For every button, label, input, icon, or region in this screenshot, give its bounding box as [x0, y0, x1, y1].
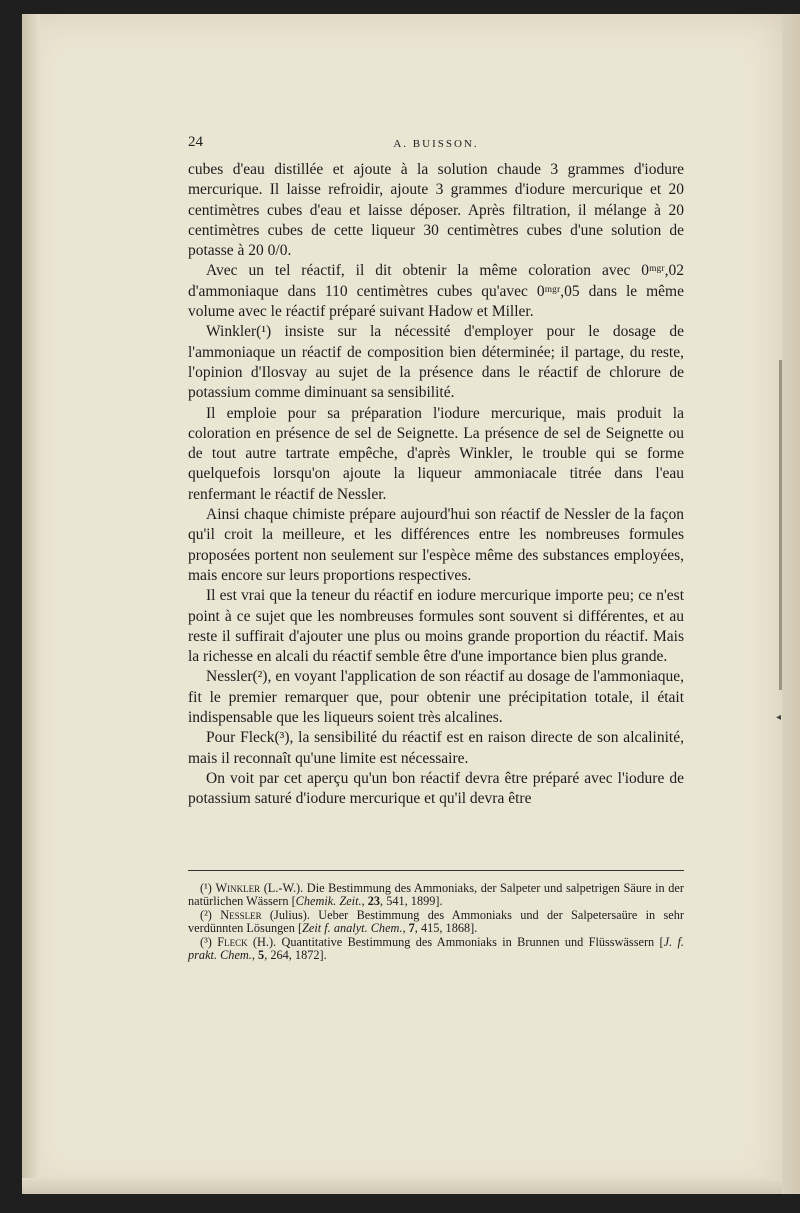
footnote-journal: Zeit f. analyt. Chem. [302, 921, 403, 936]
footnote-text: (L.-W.). Die Bestimmung des Ammoniaks, der Salpeter und salpetrigen Säure in der natürlichen Wässern [ [188, 881, 684, 909]
margin-mark [779, 360, 782, 690]
footnote [188, 882, 684, 909]
footnote-rule [188, 870, 684, 871]
page-number: 24 [188, 134, 203, 150]
paragraph: Ainsi chaque chimiste prépare aujourd'hui son réactif de Nessler de la façon qu'il croit la meilleure, et les différences entre les nombreuses formules proposées portent non seulement sur l'espèce même des substances employées, mais encore sur leurs proportions respectives. [188, 506, 684, 584]
footnote-volume: 5 [258, 948, 265, 963]
paragraph: Pour Fleck(³), la sensibilité du réactif est en raison directe de son alcalinité, mais il reconnaît qu'une limite est nécessaire. [188, 729, 684, 767]
page-gutter [22, 14, 40, 1194]
footnote-text: (H.). Quantitative Bestimmung des Ammoniaks in Brunnen und Flüsswässern [ [247, 934, 664, 949]
footnote-volume: 7 [408, 921, 415, 936]
footnote-mark: (²) [200, 907, 212, 922]
footnote [188, 936, 684, 963]
footnote-mark: (³) [200, 934, 212, 949]
paragraph: Winkler(¹) insiste sur la nécessité d'employer pour le dosage de l'ammoniaque un réactif de composition bien déterminée; il partage, du reste, l'opinion d'Ilosvay au sujet de la présence dans le réactif de chlorure de potassium comme diminuant sa sensibilité. [188, 323, 684, 402]
paragraph: Avec un tel réactif, il dit obtenir la même coloration avec 0ᵐᵍʳ,02 d'ammoniaque dans 110 centimètres cubes qu'avec 0ᵐᵍʳ,05 dans le même volume avec le réactif préparé suivant Hadow et Miller. [188, 262, 684, 321]
footnote-author: Nessler [220, 907, 262, 922]
footnote-tail: , 541, 1899]. [380, 894, 443, 909]
paragraph: Il est vrai que la teneur du réactif en iodure mercurique importe peu; ce n'est point à ce sujet que les nombreuses formules sont souvent si différentes, et au reste il suffirait d'ajouter une plus ou moins grande proportion du réactif. Mais la richesse en alcali du réactif semble être d'une importance bien plus grande. [188, 587, 684, 666]
margin-arrow-icon: ◂ [776, 712, 782, 723]
footnote-separator: , [361, 894, 368, 909]
footnote-separator: , [402, 921, 409, 936]
footnote-mark: (¹) [200, 881, 212, 895]
footnote-journal: J. f. prakt. Chem. [188, 934, 684, 963]
page-header [188, 134, 684, 158]
footnote-separator: , [251, 948, 259, 963]
running-head: A. BUISSON. [393, 138, 479, 150]
footnote [188, 909, 684, 936]
footnote-tail: , 415, 1868]. [414, 921, 478, 936]
body-text [188, 160, 684, 810]
footnote-text: (Julius). Ueber Bestimmung des Ammoniaks und der Salpetersaüre in sehr verdünnten Lösungen [ [188, 907, 684, 936]
footnote-tail: , 264, 1872]. [264, 948, 327, 963]
paragraph: Il emploie pour sa préparation l'iodure mercurique, mais produit la coloration en présence de sel de Seignette. La présence de sel de Seignette ou de tout autre tartrate empêche, d'après Winkler, le trouble qui se forme quelquefois lorsqu'on ajoute la liqueur ammoniacale titrée dans l'eau renfermant le réactif de Nessler. [188, 404, 684, 503]
page-edge [782, 14, 800, 1194]
footnote-author: Fleck [217, 934, 248, 949]
footnote-author: Winkler [215, 881, 261, 895]
page-bottom-edge [22, 1178, 782, 1194]
paragraph: Nessler(²), en voyant l'application de son réactif au dosage de l'ammoniaque, fit le premier remarquer que, pour obtenir une précipitation totale, il était indispensable que les liqueurs soient très alcalines. [188, 668, 684, 727]
paragraph: cubes d'eau distillée et ajoute à la solution chaude 3 grammes d'iodure mercurique. Il laisse refroidir, ajoute 3 grammes d'iodure mercurique et 20 centimètres cubes d'eau et laisse déposer. Après filtration, il mélange à 20 centimètres cubes de cette liqueur 30 centimètres cubes d'une solution de potasse à 20 0/0. [188, 161, 684, 260]
footnote-volume: 23 [367, 894, 381, 909]
paragraph: On voit par cet aperçu qu'un bon réactif devra être préparé avec l'iodure de potassium saturé d'iodure mercurique et qu'il devra être [188, 769, 684, 808]
footnote-journal: Chemik. Zeit. [295, 894, 362, 909]
footnotes [188, 882, 684, 962]
